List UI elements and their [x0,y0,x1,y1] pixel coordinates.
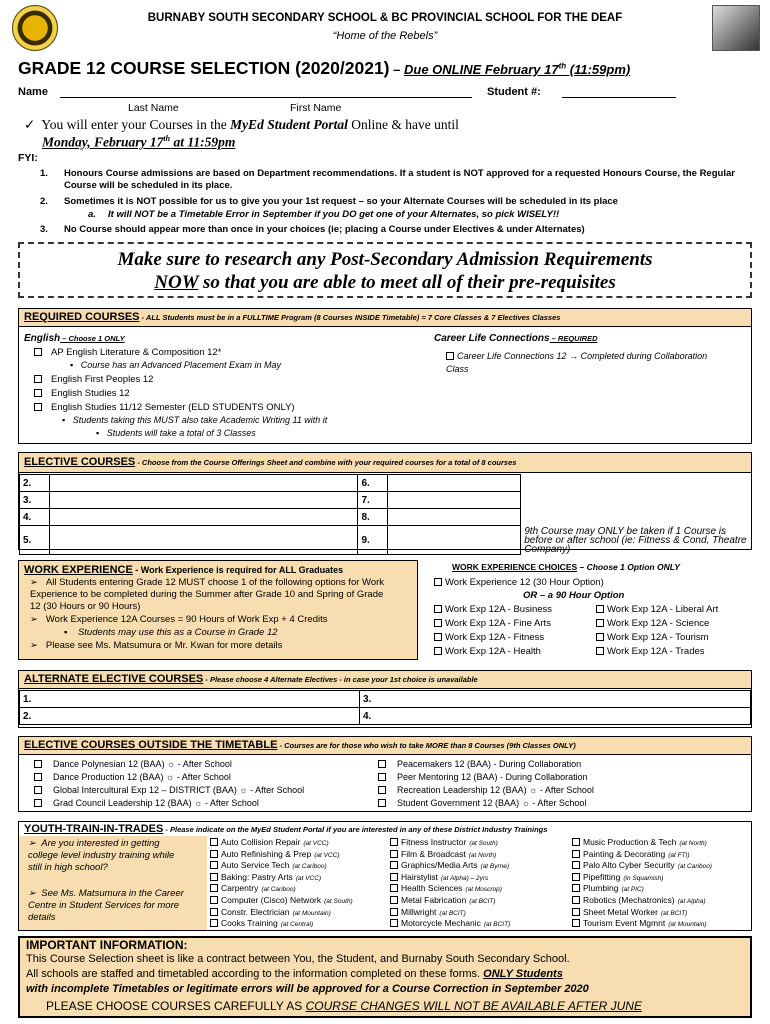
checkbox[interactable] [378,799,386,807]
fyi-num-1: 1. [40,168,48,179]
work-option-fine-arts[interactable]: Work Exp 12A - Fine Arts [434,618,551,629]
banner-line-1: Make sure to research any Post-Secondary Admission Requirements [117,249,653,270]
ytt-option-name: Computer (Cisco) Network [221,895,322,905]
checkbox[interactable] [378,760,386,768]
ytt-option-location: (at Cariboo) [677,863,712,871]
fyi-item-2: Sometimes it is NOT possible for us to give you your 1st request – so your Alternate Courses will be scheduled in its place [64,196,618,207]
english-option-eld[interactable]: English Studies 11/12 Semester (ELD STUDENTS ONLY) [34,402,295,413]
checkbox[interactable] [434,605,442,613]
school-crest-logo [12,5,58,51]
ytt-option-name: Millwright [401,906,437,917]
fyi-item-1: Honours Course admissions are based on Department recommendations. If a student is NOT approved for a requested Honours Course, the Regular Course will be scheduled in its place. [64,168,735,191]
fyi-num-3: 3. [40,224,48,235]
checkbox[interactable] [34,760,42,768]
alternate-field-1[interactable]: 1. [20,691,360,708]
ytt-option-location: (at Moscrop) [465,886,502,894]
ytt-option[interactable] [572,883,644,893]
work-bullet-2: ➢ Work Experience 12A Courses = 90 Hours of Work Exp + 4 Credits [30,614,328,625]
elective-number: 7. [358,492,388,509]
elective-number: 6. [358,475,388,492]
ytt-option[interactable] [572,837,707,847]
fyi-num-2a: a. [88,209,96,220]
checkbox[interactable] [34,773,42,781]
work-choices-header: WORK EXPERIENCE CHOICES – Choose 1 Option ONLY [452,562,680,572]
outside-option[interactable]: Dance Production 12 (BAA) ☼ - After School [34,772,231,782]
work-header: WORK EXPERIENCE - Work Experience is required for ALL Graduates [24,564,344,576]
outside-option[interactable]: Grad Council Leadership 12 (BAA) ☼ - After School [34,798,259,808]
student-number-field[interactable] [562,97,676,98]
work-option-trades[interactable]: Work Exp 12A - Trades [596,646,705,657]
ytt-option-name: Baking: Pastry Arts [221,871,293,882]
alternate-header: ALTERNATE ELECTIVE COURSES - Please choose 4 Alternate Electives - in case your 1st choice is unavailable [24,673,478,685]
ytt-option-location: (at VCC) [314,851,340,859]
ytt-option-location: (at PIC) [621,886,644,894]
checkbox[interactable] [572,908,580,916]
ytt-option[interactable] [572,872,663,882]
ytt-option-name: Auto Refinishing & Prep [221,848,312,859]
ytt-option[interactable] [210,837,329,847]
clc-heading: Career Life Connections – REQUIRED [434,333,598,344]
ytt-option-name: Music Production & Tech [583,837,677,847]
checkbox[interactable] [596,647,604,655]
ytt-side-question: ➢ Are you interested in getting college level industry training while still in high school? [28,838,175,873]
checkbox[interactable] [434,633,442,641]
first-name-caption: First Name [290,102,342,114]
school-name: BURNABY SOUTH SECONDARY SCHOOL & BC PROVINCIAL SCHOOL FOR THE DEAF [147,12,623,24]
checkbox[interactable] [572,896,580,904]
checkbox[interactable] [572,919,580,927]
elective-field[interactable] [49,475,358,492]
fyi-item-3: No Course should appear more than once in your choices (ie; placing a Course under Electives & under Alternates) [64,224,585,235]
required-header: REQUIRED COURSES - ALL Students must be in a FULLTIME Program (8 Courses INSIDE Timetable) = 7 Core Classes & 7 Electives Classes [24,311,561,323]
ytt-option-location: (at VCC) [303,840,329,847]
checkbox[interactable] [390,884,398,892]
alternate-grid [19,690,751,725]
ytt-option[interactable] [572,907,687,917]
checkbox[interactable] [390,850,398,858]
checkbox[interactable] [34,799,42,807]
ytt-option-location: (at BCIT) [469,898,496,905]
checkbox[interactable] [34,786,42,794]
checkbox[interactable] [596,619,604,627]
checkbox[interactable] [34,403,42,411]
important-title: IMPORTANT INFORMATION: [26,938,188,952]
work-option-tourism[interactable]: Work Exp 12A - Tourism [596,632,709,643]
elective-field[interactable] [388,509,521,526]
ytt-option-name: Plumbing [583,883,619,894]
ytt-option-name: Robotics (Mechatronics) [583,895,675,905]
work-bullet-4: ➢ Please see Ms. Matsumura or Mr. Kwan for more details [30,640,283,651]
work-option-health[interactable]: Work Exp 12A - Health [434,646,541,657]
elective-number: 3. [20,492,50,509]
english-option-efp[interactable]: English First Peoples 12 [34,374,153,385]
checkbox[interactable] [210,838,218,846]
alternate-field-2[interactable]: 2. [20,708,360,725]
ytt-option[interactable] [210,849,340,859]
ytt-option[interactable] [210,883,296,893]
checkbox[interactable] [210,873,218,881]
outside-option[interactable]: Dance Polynesian 12 (BAA) ☼ - After School [34,759,232,769]
ytt-option-name: Auto Collision Repair [221,837,301,847]
elective-number: 9. [358,526,388,555]
elective-number: 4. [20,509,50,526]
ytt-option[interactable] [390,883,502,893]
ytt-option-location: (at FTI) [668,851,690,859]
checkbox[interactable] [210,850,218,858]
work-or-90h: OR – a 90 Hour Option [523,590,625,601]
check-icon: ✓ [24,117,36,132]
checkbox[interactable] [210,896,218,904]
checkbox[interactable] [572,884,580,892]
ytt-option-name: Tourism Event Mgmnt [583,918,666,929]
important-line-2: All schools are staffed and timetabled according to the information completed on these forms. ONLY Students [26,968,563,980]
ytt-option-location: (at South) [324,898,353,905]
ytt-option-location: (at North) [679,840,707,847]
ytt-option[interactable] [572,895,706,905]
ytt-option-location: (at BCIT) [483,921,511,929]
work-option-business[interactable]: Work Exp 12A - Business [434,604,552,615]
checkbox[interactable] [210,908,218,916]
checkbox[interactable] [596,633,604,641]
outside-option[interactable]: Peacemakers 12 (BAA) - During Collaboration [378,759,581,769]
outside-header: ELECTIVE COURSES OUTSIDE THE TIMETABLE - Courses are for those who wish to take MORE than 8 Courses (9th Classes ONLY) [24,739,576,751]
outside-option[interactable]: Recreation Leadership 12 (BAA) ☼ - After School [378,785,594,795]
work-option-liberal-art[interactable]: Work Exp 12A - Liberal Art [596,604,718,615]
checkbox[interactable] [390,838,398,846]
ytt-option-name: Painting & Decorating [583,848,666,859]
ytt-side-contact: ➢ See Ms. Matsumura in the Career Centre in Student Services for more details [28,888,184,923]
ytt-option[interactable] [390,907,466,917]
ytt-option-location: (at BCIT) [660,909,688,917]
ninth-course-note: 9th Course may ONLY be taken if 1 Course is before or after school (ie: Fitness & Cond, Theatre Company) [524,525,747,555]
ytt-option-location: (at Cariboo) [261,886,296,894]
alternate-field-4[interactable]: 4. [360,708,751,725]
ytt-option[interactable] [390,872,488,882]
ytt-option-location: (at Byrne) [480,863,510,871]
ytt-option-name: Motorcycle Mechanic [401,918,481,929]
checkbox[interactable] [572,873,580,881]
ytt-option-name: Palo Alto Cyber Security [583,860,675,871]
ytt-option[interactable] [390,837,498,847]
portal-deadline: Monday, February 17th at 11:59pm [42,134,236,150]
checkbox[interactable] [210,884,218,892]
checkbox[interactable] [434,647,442,655]
ytt-option-location: (at Central) [280,921,314,929]
elective-number: 2. [20,475,50,492]
ytt-option-location: (at South) [469,840,498,847]
checkbox[interactable] [34,389,42,397]
english-ap-note: ▪ Course has an Advanced Placement Exam in May [70,360,281,370]
ytt-option-location: (at Alpha) [677,898,706,905]
english-eld-note-2: ▪ Students will take a total of 3 Classes [96,428,256,438]
ytt-option[interactable] [390,849,496,859]
checkbox[interactable] [378,773,386,781]
english-heading: English – Choose 1 ONLY [24,333,125,344]
ytt-option[interactable] [210,918,313,928]
elective-number: 5. [20,526,50,555]
checkbox[interactable] [390,861,398,869]
ytt-header: YOUTH-TRAIN-IN-TRADES - Please indicate on the MyEd Student Portal if you are interested in any of these District Industry Trainings [24,823,548,835]
ytt-option[interactable] [572,860,712,870]
english-eld-note-1: ▪ Students taking this MUST also take Academic Writing 11 with it [62,415,328,425]
work-bullet-1: ➢ All Students entering Grade 12 MUST choose 1 of the following options for Work Experience to be completed during the Summer after Grade 10 and Spring of Grade 12 (30 Hours or 90 Hours) [30,577,385,612]
elective-grid [19,474,751,555]
ytt-option-location: (in Squamish) [623,874,664,882]
ytt-option-location: (at North) [468,851,497,859]
ytt-option-location: (at BCIT) [439,909,466,917]
elective-field[interactable] [49,526,358,555]
ytt-option-name: Sheet Metal Worker [583,906,658,917]
school-motto: “Home of the Rebels” [332,30,438,42]
checkbox[interactable] [390,919,398,927]
ytt-option[interactable] [572,849,690,859]
last-name-caption: Last Name [128,102,179,114]
page-title: GRADE 12 COURSE SELECTION (2020/2021) – Due ONLINE February 17th (11:59pm) [18,58,631,78]
checkbox[interactable] [390,896,398,904]
outside-option[interactable]: Peer Mentoring 12 (BAA) - During Collaboration [378,772,588,782]
work-option-fitness[interactable]: Work Exp 12A - Fitness [434,632,544,643]
ytt-option[interactable] [210,860,327,870]
elective-field[interactable] [49,492,358,509]
ytt-option-location: (at Alpha) – 2yrs [440,874,489,882]
elective-field[interactable] [388,492,521,509]
ytt-option-name: Pipefitting [583,871,621,882]
checkbox[interactable] [390,908,398,916]
ytt-option[interactable] [210,907,331,917]
ytt-option-location: (at Mountain) [668,921,707,929]
clc-option[interactable]: Career Life Connections 12 → Completed during Collaboration Class [446,351,708,374]
important-line-3: with incomplete Timetables or legitimate errors will be approved for a Course Correction in September 2020 [26,983,589,995]
ytt-option-name: Constr. Electrician [221,906,290,917]
outside-option[interactable]: Global Intercultural Exp 12 – DISTRICT (BAA) ☼ - After School [34,785,304,795]
ytt-option-location: (at VCC) [295,874,322,882]
ytt-option-name: Carpentry [221,883,259,894]
ytt-option-name: Hairstylist [401,871,438,882]
checkbox[interactable] [34,348,42,356]
ytt-option[interactable] [390,918,510,928]
ytt-option-name: Cooks Training [221,918,278,929]
checkbox[interactable] [434,578,442,586]
checkbox[interactable] [596,605,604,613]
school-mascot-logo [712,5,760,51]
work-option-30h[interactable]: Work Experience 12 (30 Hour Option) [434,577,604,588]
ytt-option-name: Fitness Instructor [401,837,467,847]
elective-number: 8. [358,509,388,526]
english-option-studies[interactable]: English Studies 12 [34,388,130,399]
ytt-option[interactable] [210,872,321,882]
checkbox[interactable] [446,352,454,360]
elective-header: ELECTIVE COURSES - Choose from the Course Offerings Sheet and combine with your required courses for a total of 8 courses [24,456,517,468]
ytt-option-name: Graphics/Media Arts [401,860,478,871]
portal-notice: ✓ You will enter your Courses in the MyEd Student Portal Online & have until [24,117,459,132]
checkbox[interactable] [378,786,386,794]
ytt-option[interactable] [572,918,707,928]
work-bullet-3: ▪ Students may use this as a Course in Grade 12 [64,627,278,638]
alternate-field-3[interactable]: 3. [360,691,751,708]
name-label: Name [18,86,48,98]
ytt-option-name: Metal Fabrication [401,895,467,905]
important-line-4: PLEASE CHOOSE COURSES CAREFULLY AS COURSE CHANGES WILL NOT BE AVAILABLE AFTER JUNE [46,999,642,1013]
elective-field[interactable] [388,475,521,492]
elective-field[interactable] [388,526,521,555]
checkbox[interactable] [572,838,580,846]
elective-field[interactable] [49,509,358,526]
english-option-ap[interactable]: AP English Literature & Composition 12* [34,347,221,358]
work-option-science[interactable]: Work Exp 12A - Science [596,618,709,629]
ytt-option[interactable] [390,895,496,905]
ytt-option-name: Auto Service Tech [221,860,290,871]
banner-line-2: NOW so that you are able to meet all of their pre-requisites [154,272,616,293]
checkbox[interactable] [390,873,398,881]
checkbox[interactable] [572,850,580,858]
ytt-option-location: (at Mountain) [292,909,331,917]
ytt-option-location: (at Cariboo) [292,863,327,871]
checkbox[interactable] [34,375,42,383]
outside-option[interactable]: Student Government 12 (BAA) ☼ - After School [378,798,586,808]
checkbox[interactable] [210,861,218,869]
fyi-num-2: 2. [40,196,48,207]
student-number-label: Student #: [487,86,541,98]
ytt-option-name: Film & Broadcast [401,848,466,859]
fyi-item-2a: It will NOT be a Timetable Error in September if you DO get one of your Alternates, so pick WISELY!! [108,209,560,220]
important-line-1: This Course Selection sheet is like a contract between You, the Student, and Burnaby South Secondary School. [26,953,570,965]
checkbox[interactable] [572,861,580,869]
ytt-option[interactable] [390,860,509,870]
ytt-option[interactable] [210,895,353,905]
checkbox[interactable] [434,619,442,627]
fyi-label: FYI: [18,152,38,164]
ytt-option-name: Health Sciences [401,883,463,894]
checkbox[interactable] [210,919,218,927]
name-field[interactable] [60,97,472,98]
